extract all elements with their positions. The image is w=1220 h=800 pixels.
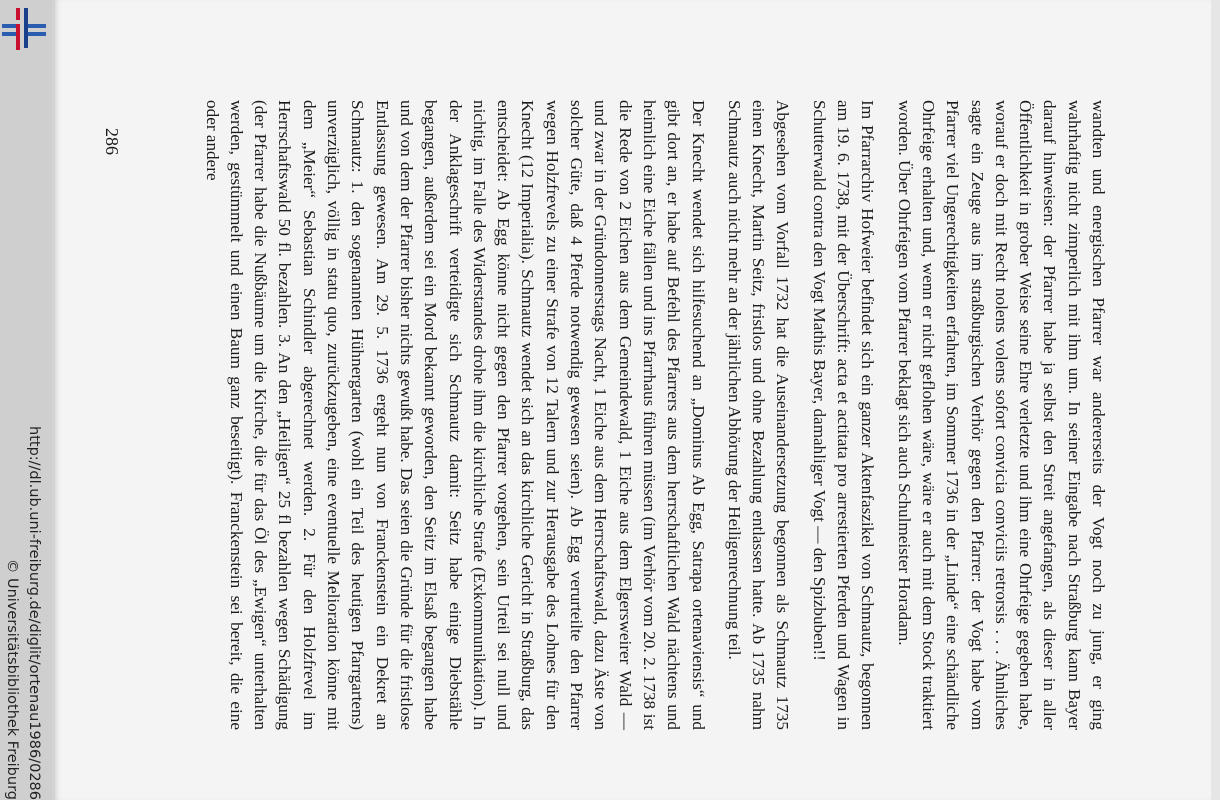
source-url[interactable]: http://dl.ub.uni-freiburg.de/diglit/ortenau1986/0286 <box>26 426 42 800</box>
paragraph: Der Knecht wendet sich hilfesuchend an „Dominus Ab Egg, Satrapa ortenaviensis“ und gibt dort an, er habe auf Befehl des Pfarrers aus dem herrschaftlichen Wald nächtens und heimlich eine Eiche fällen und ins Pfarrhaus führen müssen (im Verhör vom 20. 2. 1738 ist die Rede von 2 Eichen aus dem Gemeindewald, 1 Eiche aus dem Elgersweirer Wald — und zwar in der Gründonnerstags Nacht, 1 Eiche aus dem Herrschaftswald, dazu Äste von solcher Güte, daß 4 Pferde notwendig gewesen seien). Ab Egg verurteilte den Pfarrer wegen Holzfrevels zu einer Strafe von 12 Talern und zur Herausgabe des Lohnes für den Knecht (12 Imperialia). Schmautz wendet sich an das kirchliche Gericht in Straßburg, das entscheidet: Ab Egg könne nicht gegen den Pfarrer vorgehen, sein Urteil sei null und nichtig, im Falle des Widerstandes drohe ihm die kirchliche Strafe (Exkommunikation). In der Anklageschrift verteidigte sich Schmautz damit: Seitz habe einige Diebstähle begangen, außerdem sei ein Mord bekannt geworden, den Seitz im Elsaß begangen habe und von dem der Pfarrer bisher nichts gewußt habe. Das seien die Gründe für die fristlose Entlassung gewesen. Am 29. 5. 1736 ergeht nun von Franckenstein ein Dekret an Schmautz: 1. den sogenannten Hühnergarten (wohl ein Teil des heutigen Pfarrgartens) unverzüglich, völlig in statu quo, zurückzugeben, eine eventuelle Melioration könne mit dem „Meier“ Sebastian Schindler abgerechnet werden. 2. Für den Holzfrevel im Herrschaftswald 50 fl. bezahlen. 3. An den „Heiligen“ 25 fl bezahlen wegen Schädigung (der Pfarrer habe die Nußbäume um die Kirche, die für das Öl des „Ewigen“ unterhalten werden, gestümmelt und einen Baum ganz beseitigt). Franckenstein sei bereit, die eine oder andere <box>202 100 708 730</box>
page-text <box>130 100 1110 730</box>
copyright-notice: © Universitätsbibliothek Freiburg <box>4 558 20 800</box>
paragraph: Abgesehen vom Vorfall 1732 hat die Auseinandersetzung begonnen als Schmautz 1735 einen Knecht, Martin Seitz, fristlos und ohne Bezahlung entlassen hatte. Ab 1735 nahm Schmautz auch nicht mehr an der jährlichen Abhörung der Heiligenrechnung teil. <box>724 100 793 730</box>
paragraph: Im Pfarrarchiv Hofweier befindet sich ein ganzer Aktenfaszikel von Schmautz, begonnen am 19. 6. 1738, mit der Überschrift: acta et actitata pro arrestierten Pferden und Wagen in Schutterwald contra den Vogt Mathis Bayer, damahliger Vogt — den Spizbuben!! <box>809 100 878 730</box>
page-number: 286 <box>102 128 122 155</box>
page-edge <box>1211 0 1220 800</box>
viewer-sidebar <box>0 0 52 800</box>
paragraph: wandten und energischen Pfarrer war andererseits der Vogt noch zu jung, er ging wahrhaftig nicht zimperlich mit ihm um. In seiner Eingabe nach Straßburg kann Bayer darauf hinweisen: der Pfarrer habe ja selbst den Streit angefangen, als dieser in aller Öffentlichkeit in grober Weise seine Ehre verletzte und ihm eine Ohrfeige gegeben habe, worauf er doch mit Recht nolens volens sofort convicia conviciis retrorsis . . . Ähnliches sagte ein Zeuge aus im straßburgischen Verhör gegen den Pfarrer: der Vogt habe vom Pfarrer viel Ungerechtigkeiten erfahren, im Sommer 1736 in der „Linde“ eine schändliche Ohrfeige erhalten und, wenn er nicht geflohen wäre, wäre er auch mit dem Stock traktiert worden. Über Ohrfeigen vom Pfarrer beklagt sich auch Schulmeister Horadam. <box>894 100 1108 730</box>
